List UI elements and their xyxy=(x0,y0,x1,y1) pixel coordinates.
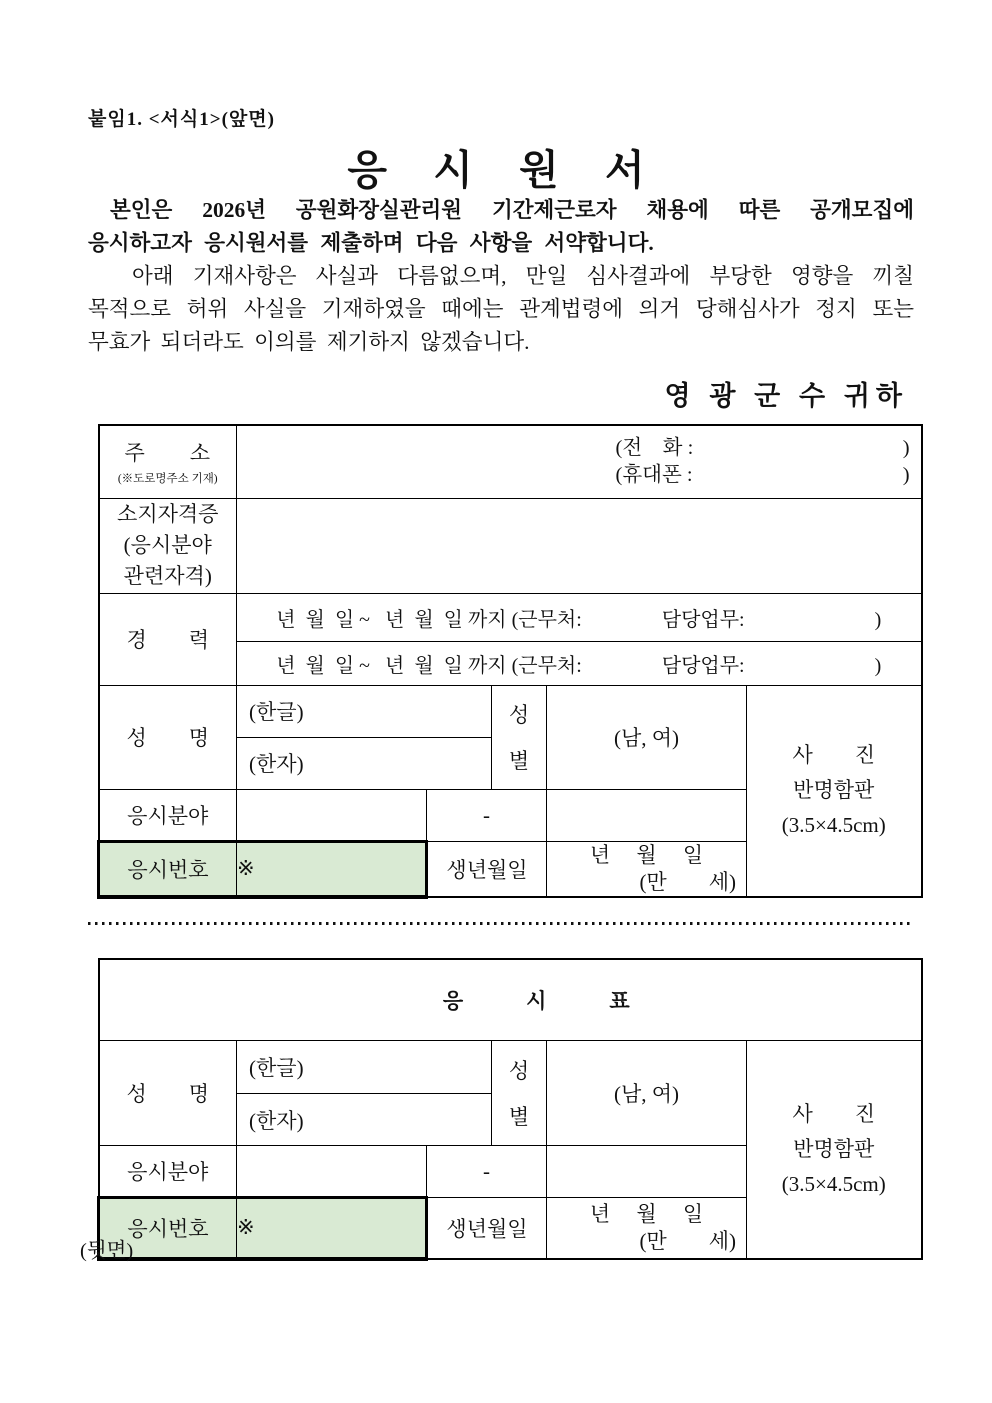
dash-separator: - xyxy=(483,802,490,827)
photo-label-line2: 반명함판 xyxy=(793,778,875,802)
recipient-line: 영 광 군 수 귀하 xyxy=(664,381,908,411)
phone-label: (전 화 : xyxy=(615,436,694,459)
name-hangul-cell xyxy=(237,685,492,737)
number-value-cell xyxy=(237,841,427,897)
gender-label-char2: 별 xyxy=(508,749,530,773)
slip-photo-label-line1: 사 진 xyxy=(792,1101,876,1126)
slip-photo-label-line2: 반명함판 xyxy=(793,1136,875,1161)
field-extra-cell xyxy=(547,789,747,841)
slip-birthdate-value-block xyxy=(547,1201,746,1255)
address-label-cell xyxy=(99,425,237,498)
slip-photo-box-cell xyxy=(747,1041,922,1259)
address-label: 주 소 xyxy=(124,441,212,466)
address-note: (※도로명주소 기재) xyxy=(117,473,218,486)
slip-title: 응 시 표 xyxy=(442,989,630,1013)
slip-field-separator-cell xyxy=(427,1146,547,1198)
career-label: 경 력 xyxy=(126,628,210,652)
photo-box-cell xyxy=(747,685,922,897)
slip-dash-separator: - xyxy=(483,1159,490,1183)
slip-gender-value-cell xyxy=(547,1041,747,1146)
slip-birthdate-label-cell xyxy=(427,1198,547,1259)
pledge-paragraph-2: 아래 기재사항은 사실과 다름없으며, 만일 심사결과에 부당한 영향을 끼칠 목적으로 허위 사실을 기재하였을 때에는 관계법령에 의거 당해심사가 정지 또는 무효가 되더라도 이의를 제기하지 않겠습니다. xyxy=(88,264,914,354)
address-value-cell xyxy=(237,425,922,498)
slip-name-label-cell xyxy=(99,1041,237,1146)
career-period-line-1: 년 월 일 ~ 년 월 일 까지 (근무처: 담당업무: ) xyxy=(276,608,882,631)
career-value-cell-1 xyxy=(237,593,922,641)
slip-birthdate-line2: (만 세) xyxy=(639,1228,736,1253)
slip-name-hanja-label: (한자) xyxy=(249,1108,304,1133)
mobile-label: (휴대폰 : xyxy=(615,463,693,486)
certificate-value-cell xyxy=(237,498,922,593)
slip-birthdate-line1: 년 월 일 xyxy=(589,1201,704,1226)
birthdate-label: 생년월일 xyxy=(446,857,528,882)
name-label-cell xyxy=(99,685,237,789)
slip-number-value-mark: ※ xyxy=(237,1215,255,1240)
slip-gender-value: (남, 여) xyxy=(613,1082,680,1106)
dotted-cut-line xyxy=(88,922,914,925)
slip-name-hangul-cell xyxy=(237,1041,492,1094)
slip-field-extra-cell xyxy=(547,1146,747,1198)
slip-name-row-hangul xyxy=(99,1041,922,1094)
slip-title-row xyxy=(99,959,922,1041)
birthdate-value-cell xyxy=(547,841,747,897)
slip-title-cell xyxy=(99,959,922,1041)
birthdate-line2: (만 세) xyxy=(639,869,736,894)
field-value-cell xyxy=(237,789,427,841)
slip-photo-label-line3: (3.5×4.5cm) xyxy=(781,1171,886,1196)
mobile-close-paren: ) xyxy=(902,463,910,486)
career-row-1 xyxy=(99,593,922,641)
slip-gender-label-cell xyxy=(492,1041,547,1146)
slip-gender-label-stack xyxy=(492,1055,546,1131)
career-label-cell xyxy=(99,593,237,685)
slip-birthdate-label: 생년월일 xyxy=(446,1216,528,1241)
birthdate-label-cell xyxy=(427,841,547,897)
slip-field-label-cell xyxy=(99,1146,237,1198)
field-label-cell xyxy=(99,789,237,841)
phone-line xyxy=(616,435,910,462)
birthdate-value-block xyxy=(547,842,746,896)
gender-value-cell xyxy=(547,685,747,789)
field-label: 응시분야 xyxy=(127,803,209,828)
slip-name-label: 성 명 xyxy=(126,1082,210,1106)
name-hangul-label: (한글) xyxy=(249,700,304,724)
slip-gender-label-char2: 별 xyxy=(508,1105,530,1129)
application-form-table xyxy=(97,424,923,899)
slip-birthdate-value-cell xyxy=(547,1198,747,1259)
certificate-label-line1: 소지자격증 xyxy=(117,502,219,526)
attachment-label: 붙임1. <서식1>(앞면) xyxy=(88,109,275,130)
slip-field-value-cell xyxy=(237,1146,427,1198)
certificate-label-cell xyxy=(99,498,237,593)
back-side-label: (뒷면) xyxy=(80,1240,134,1262)
mobile-line xyxy=(616,462,910,489)
photo-label-line1: 사 진 xyxy=(792,743,876,767)
photo-label-line3: (3.5×4.5cm) xyxy=(781,813,886,837)
gender-label-char1: 성 xyxy=(508,703,530,727)
number-label-cell xyxy=(99,841,237,897)
slip-name-hangul-label: (한글) xyxy=(249,1056,304,1080)
address-row xyxy=(99,425,922,498)
birthdate-line1: 년 월 일 xyxy=(589,842,704,867)
slip-number-label: 응시번호 xyxy=(127,1216,209,1241)
slip-gender-label-char1: 성 xyxy=(508,1059,530,1083)
page-title: 응 시 원 서 xyxy=(347,147,663,193)
certificate-label-line2: (응시분야 xyxy=(123,533,212,557)
exam-slip-table xyxy=(97,958,923,1261)
certificate-row xyxy=(99,498,922,593)
name-row-hangul xyxy=(99,685,922,737)
slip-field-label: 응시분야 xyxy=(127,1160,209,1184)
number-label: 응시번호 xyxy=(127,857,209,882)
phone-block xyxy=(616,435,910,489)
gender-label-stack xyxy=(492,699,546,775)
career-period-line-2: 년 월 일 ~ 년 월 일 까지 (근무처: 담당업무: ) xyxy=(276,654,882,677)
number-value-mark: ※ xyxy=(237,856,255,880)
field-separator-cell xyxy=(427,789,547,841)
name-hanja-label: (한자) xyxy=(249,752,304,776)
phone-close-paren: ) xyxy=(902,436,910,459)
career-value-cell-2 xyxy=(237,641,922,685)
name-hanja-cell xyxy=(237,737,492,789)
name-label: 성 명 xyxy=(126,726,210,750)
gender-value: (남, 여) xyxy=(613,726,680,750)
gender-label-cell xyxy=(492,685,547,789)
slip-number-value-cell xyxy=(237,1198,427,1259)
certificate-label-line3: 관련자격) xyxy=(123,564,212,588)
slip-name-hanja-cell xyxy=(237,1094,492,1146)
pledge-paragraph-1: 본인은 2026년 공원화장실관리원 기간제근로자 채용에 따른 공개모집에 응시하고자 응시원서를 제출하며 다음 사항을 서약합니다. xyxy=(88,198,914,255)
